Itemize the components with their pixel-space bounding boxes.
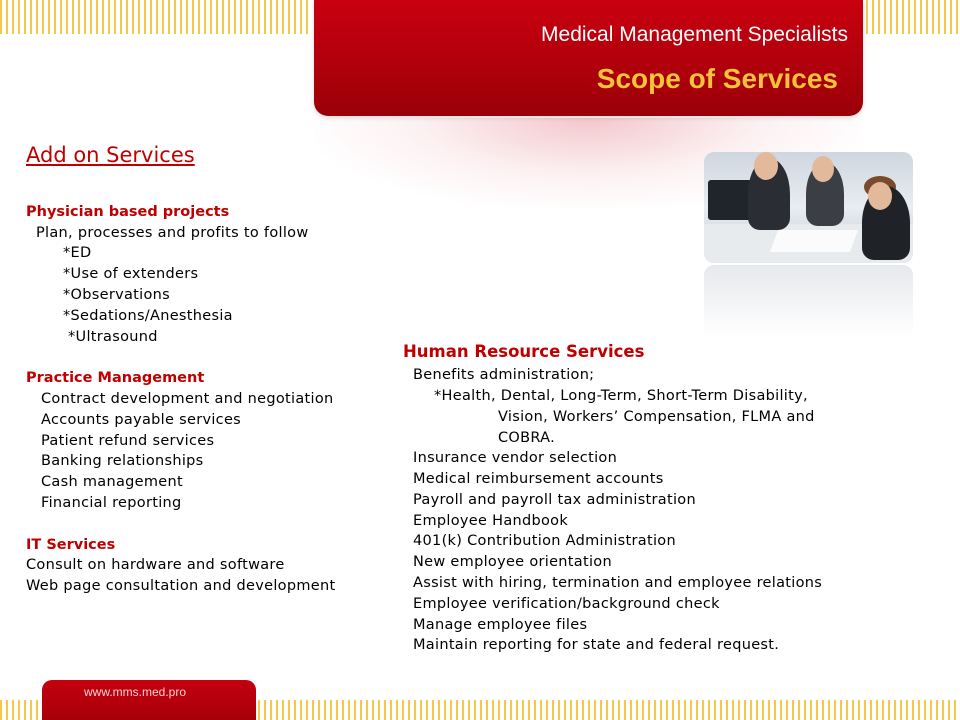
header-banner xyxy=(314,0,863,116)
physician-section-title: Physician based projects xyxy=(26,204,230,220)
list-item: Financial reporting xyxy=(41,495,182,511)
business-meeting-photo xyxy=(704,152,913,263)
list-item: *Observations xyxy=(63,287,170,303)
list-item: 401(k) Contribution Administration xyxy=(413,533,676,549)
top-left-stripes xyxy=(0,0,312,34)
list-item: Insurance vendor selection xyxy=(413,450,618,466)
list-item: Payroll and payroll tax administration xyxy=(413,492,696,508)
photo-reflection xyxy=(704,265,913,345)
list-item: Accounts payable services xyxy=(41,412,242,428)
company-name: Medical Management Specialists xyxy=(541,23,848,46)
hr-benefits-detail: Vision, Workers’ Compensation, FLMA and xyxy=(498,409,815,425)
list-item: Employee verification/background check xyxy=(413,596,720,612)
list-item: *Ultrasound xyxy=(68,329,158,345)
slide-title: Scope of Services xyxy=(596,63,838,94)
hr-benefits-detail: COBRA. xyxy=(498,430,556,446)
list-item: Manage employee files xyxy=(413,617,588,633)
practice-section-title: Practice Management xyxy=(26,370,205,386)
list-item: Medical reimbursement accounts xyxy=(413,471,664,487)
list-item: Maintain reporting for state and federal request. xyxy=(413,637,780,653)
top-right-stripes xyxy=(866,0,960,34)
list-item: *ED xyxy=(63,245,92,261)
add-on-services-heading: Add on Services xyxy=(26,143,195,167)
list-item: Cash management xyxy=(41,474,183,490)
list-item: Patient refund services xyxy=(41,433,215,449)
list-item: *Sedations/Anesthesia xyxy=(63,308,233,324)
list-item: Consult on hardware and software xyxy=(26,557,285,573)
hr-section-title: Human Resource Services xyxy=(403,342,645,361)
hr-benefits: Benefits administration; xyxy=(413,367,595,383)
list-item: *Use of extenders xyxy=(63,266,199,282)
it-section-title: IT Services xyxy=(26,537,116,553)
list-item: Employee Handbook xyxy=(413,513,569,529)
list-item: Assist with hiring, termination and employee relations xyxy=(413,575,823,591)
list-item: New employee orientation xyxy=(413,554,612,570)
list-item: Web page consultation and development xyxy=(26,578,336,594)
footer-url: www.mms.med.pro xyxy=(84,685,187,699)
list-item: Banking relationships xyxy=(41,453,204,469)
physician-intro: Plan, processes and profits to follow xyxy=(36,225,309,241)
list-item: Contract development and negotiation xyxy=(41,391,334,407)
hr-benefits-detail: *Health, Dental, Long-Term, Short-Term Disability, xyxy=(434,388,808,404)
